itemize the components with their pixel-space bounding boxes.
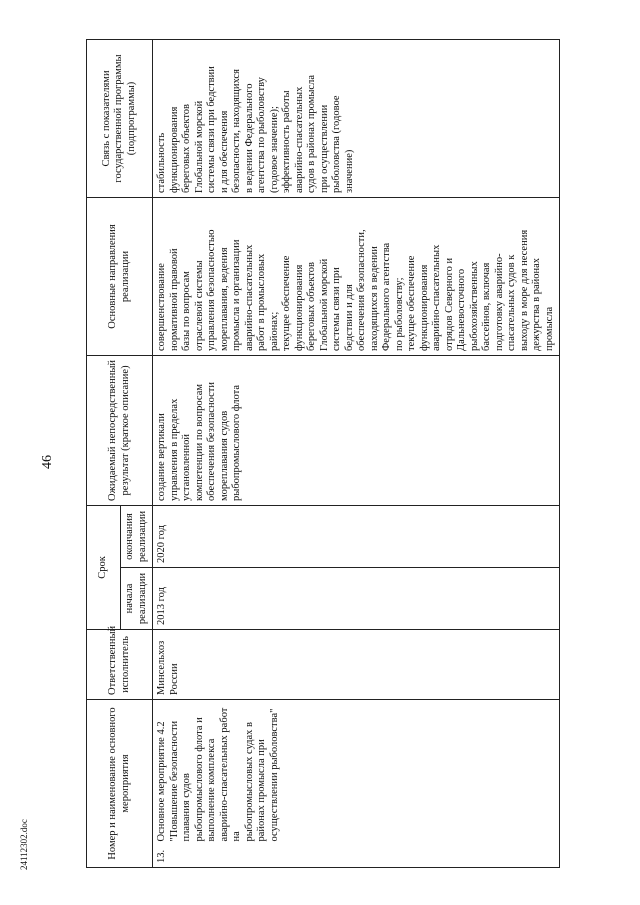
row-executor: Минсельхоз России bbox=[153, 630, 560, 700]
header-result: Ожидаемый непосредственный результат (краткое описание) bbox=[87, 355, 153, 505]
row-directions: совершенствование нормативной правовой базы по вопросам отраслевой системы управления безопасностью мореплавания, ведения промысла и организации аварийно-спасательных работ в промысловых районах; текущее обеспечение функционирования береговых объектов Глобальной морской системы связи при бедствии и для обеспечения безопасности, находящихся в ведении Федерального агентства по рыболовству; текущее обеспечение функционирования аварийно-спасательных отрядов Северного и Дальневосточного рыбохозяйственных бассейнов, включая подготовку аварийно- спасательных судов к выходу в море для несения дежурства в районах промысла bbox=[153, 197, 560, 355]
header-number-name: Номер и наименование основного мероприятия bbox=[87, 700, 153, 868]
footer-doc-code: 24112302.doc bbox=[19, 819, 29, 870]
header-term-end: окончания реализации bbox=[121, 505, 153, 567]
page-number: 46 bbox=[40, 455, 55, 469]
row-start: 2013 год bbox=[153, 568, 560, 630]
header-executor: Ответственный исполнитель bbox=[87, 630, 153, 700]
row-name: Основное мероприятие 4.2 "Повышение безопасности плавания судов рыбопромыслового флота и выполнение комплекса аварийно-спасательных работ на рыбопромысловых судах в районах промысла при осуществлении рыболовства" bbox=[153, 700, 560, 846]
table-row bbox=[153, 39, 560, 867]
row-number: 13. bbox=[153, 846, 560, 868]
header-directions: Основные направления реализации bbox=[87, 197, 153, 355]
activity-table bbox=[86, 39, 560, 868]
row-end: 2020 год bbox=[153, 505, 560, 567]
header-term-start: начала реализации bbox=[121, 568, 153, 630]
header-term: Срок bbox=[87, 505, 121, 629]
header-link: Связь с показателями государственной программы (подпрограммы) bbox=[87, 39, 153, 197]
row-result: создание вертикали управления в пределах установленной компетенции по вопросам обеспечения безопасности мореплавания судов рыбопромыслового флота bbox=[153, 355, 560, 505]
row-link: стабильность функционирования береговых объектов Глобальной морской системы связи при бедствии и для обеспечения безопасности, находящихся в ведении Федерального агентства по рыболовству (годовое значение); эффективность работы аварийно-спасательных судов в районах промысла при осуществлении рыболовства (годовое значение) bbox=[153, 39, 560, 197]
activity-table-wrapper bbox=[86, 40, 610, 868]
